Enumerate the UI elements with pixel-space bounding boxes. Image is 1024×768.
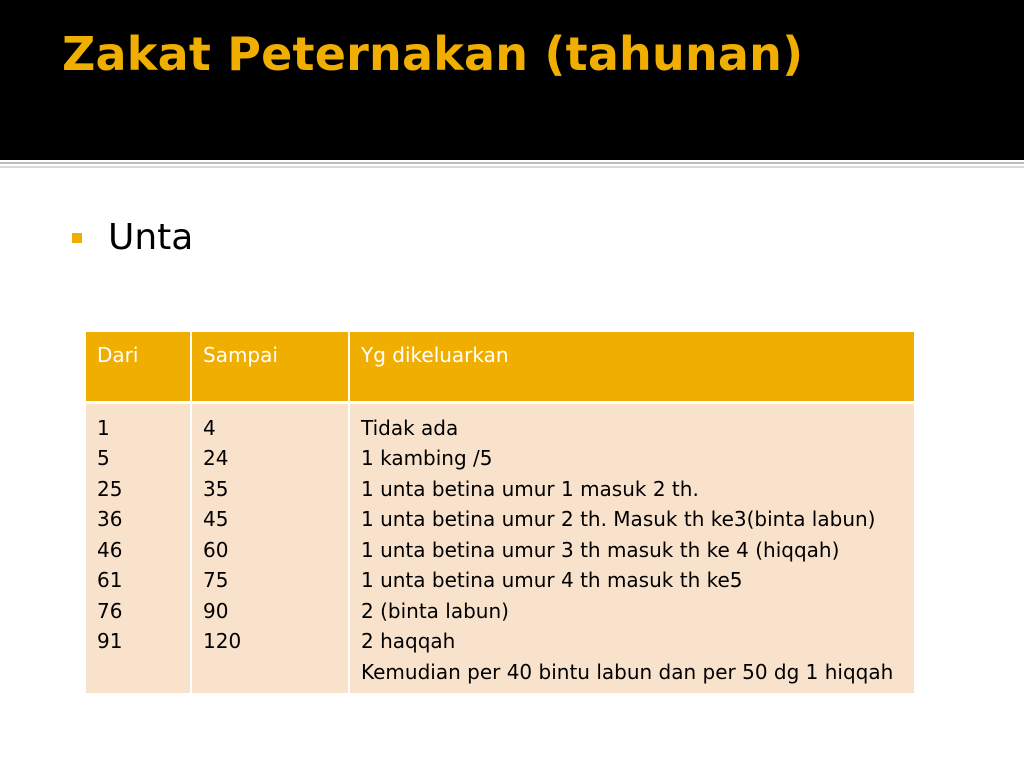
dikeluarkan-value: 1 unta betina umur 1 masuk 2 th. <box>361 476 699 501</box>
title-bar <box>0 0 1024 160</box>
dikeluarkan-value: 1 kambing /5 <box>361 446 493 470</box>
dikeluarkan-value: 1 unta betina umur 2 th. Masuk th ke3(binta labun) <box>361 507 876 531</box>
bullet-text: Unta <box>108 216 194 258</box>
sampai-value: 35 <box>203 476 229 501</box>
slide-title: Zakat Peternakan (tahunan) <box>62 27 804 81</box>
dikeluarkan-value: 2 haqqah <box>361 629 456 653</box>
table-row <box>86 402 914 693</box>
title-divider-light <box>0 166 1024 168</box>
cell-sampai <box>191 402 349 693</box>
zakat-table <box>86 332 914 693</box>
square-bullet-icon <box>72 233 82 243</box>
dari-value: 76 <box>97 598 123 623</box>
sampai-value: 24 <box>203 446 229 470</box>
dikeluarkan-value: 1 unta betina umur 4 th masuk th ke5 <box>361 568 743 592</box>
dari-value: 61 <box>97 568 123 592</box>
dari-value: 5 <box>97 446 110 470</box>
table-header-row <box>86 332 914 402</box>
sampai-value: 75 <box>203 568 229 592</box>
dikeluarkan-value: Kemudian per 40 bintu labun dan per 50 dg 1 hiqqah <box>361 659 894 684</box>
dari-value: 1 <box>97 415 110 440</box>
dari-value: 91 <box>97 629 123 653</box>
dikeluarkan-value: 2 (binta labun) <box>361 598 509 623</box>
cell-yg-dikeluarkan <box>349 402 914 693</box>
sampai-value: 120 <box>203 629 242 653</box>
cell-dari <box>86 402 191 693</box>
dari-value: 46 <box>97 537 123 562</box>
sampai-value: 4 <box>203 415 216 440</box>
dikeluarkan-value: Tidak ada <box>361 415 459 440</box>
dari-value: 36 <box>97 507 123 531</box>
header-yg-dikeluarkan: Yg dikeluarkan <box>349 332 914 402</box>
header-dari: Dari <box>86 332 191 402</box>
sampai-value: 45 <box>203 507 229 531</box>
dari-value: 25 <box>97 476 123 501</box>
dikeluarkan-value: 1 unta betina umur 3 th masuk th ke 4 (hiqqah) <box>361 537 840 562</box>
sampai-value: 90 <box>203 598 229 623</box>
header-sampai: Sampai <box>191 332 349 402</box>
bullet-item <box>72 212 193 262</box>
title-divider <box>0 162 1024 164</box>
sampai-value: 60 <box>203 537 229 562</box>
